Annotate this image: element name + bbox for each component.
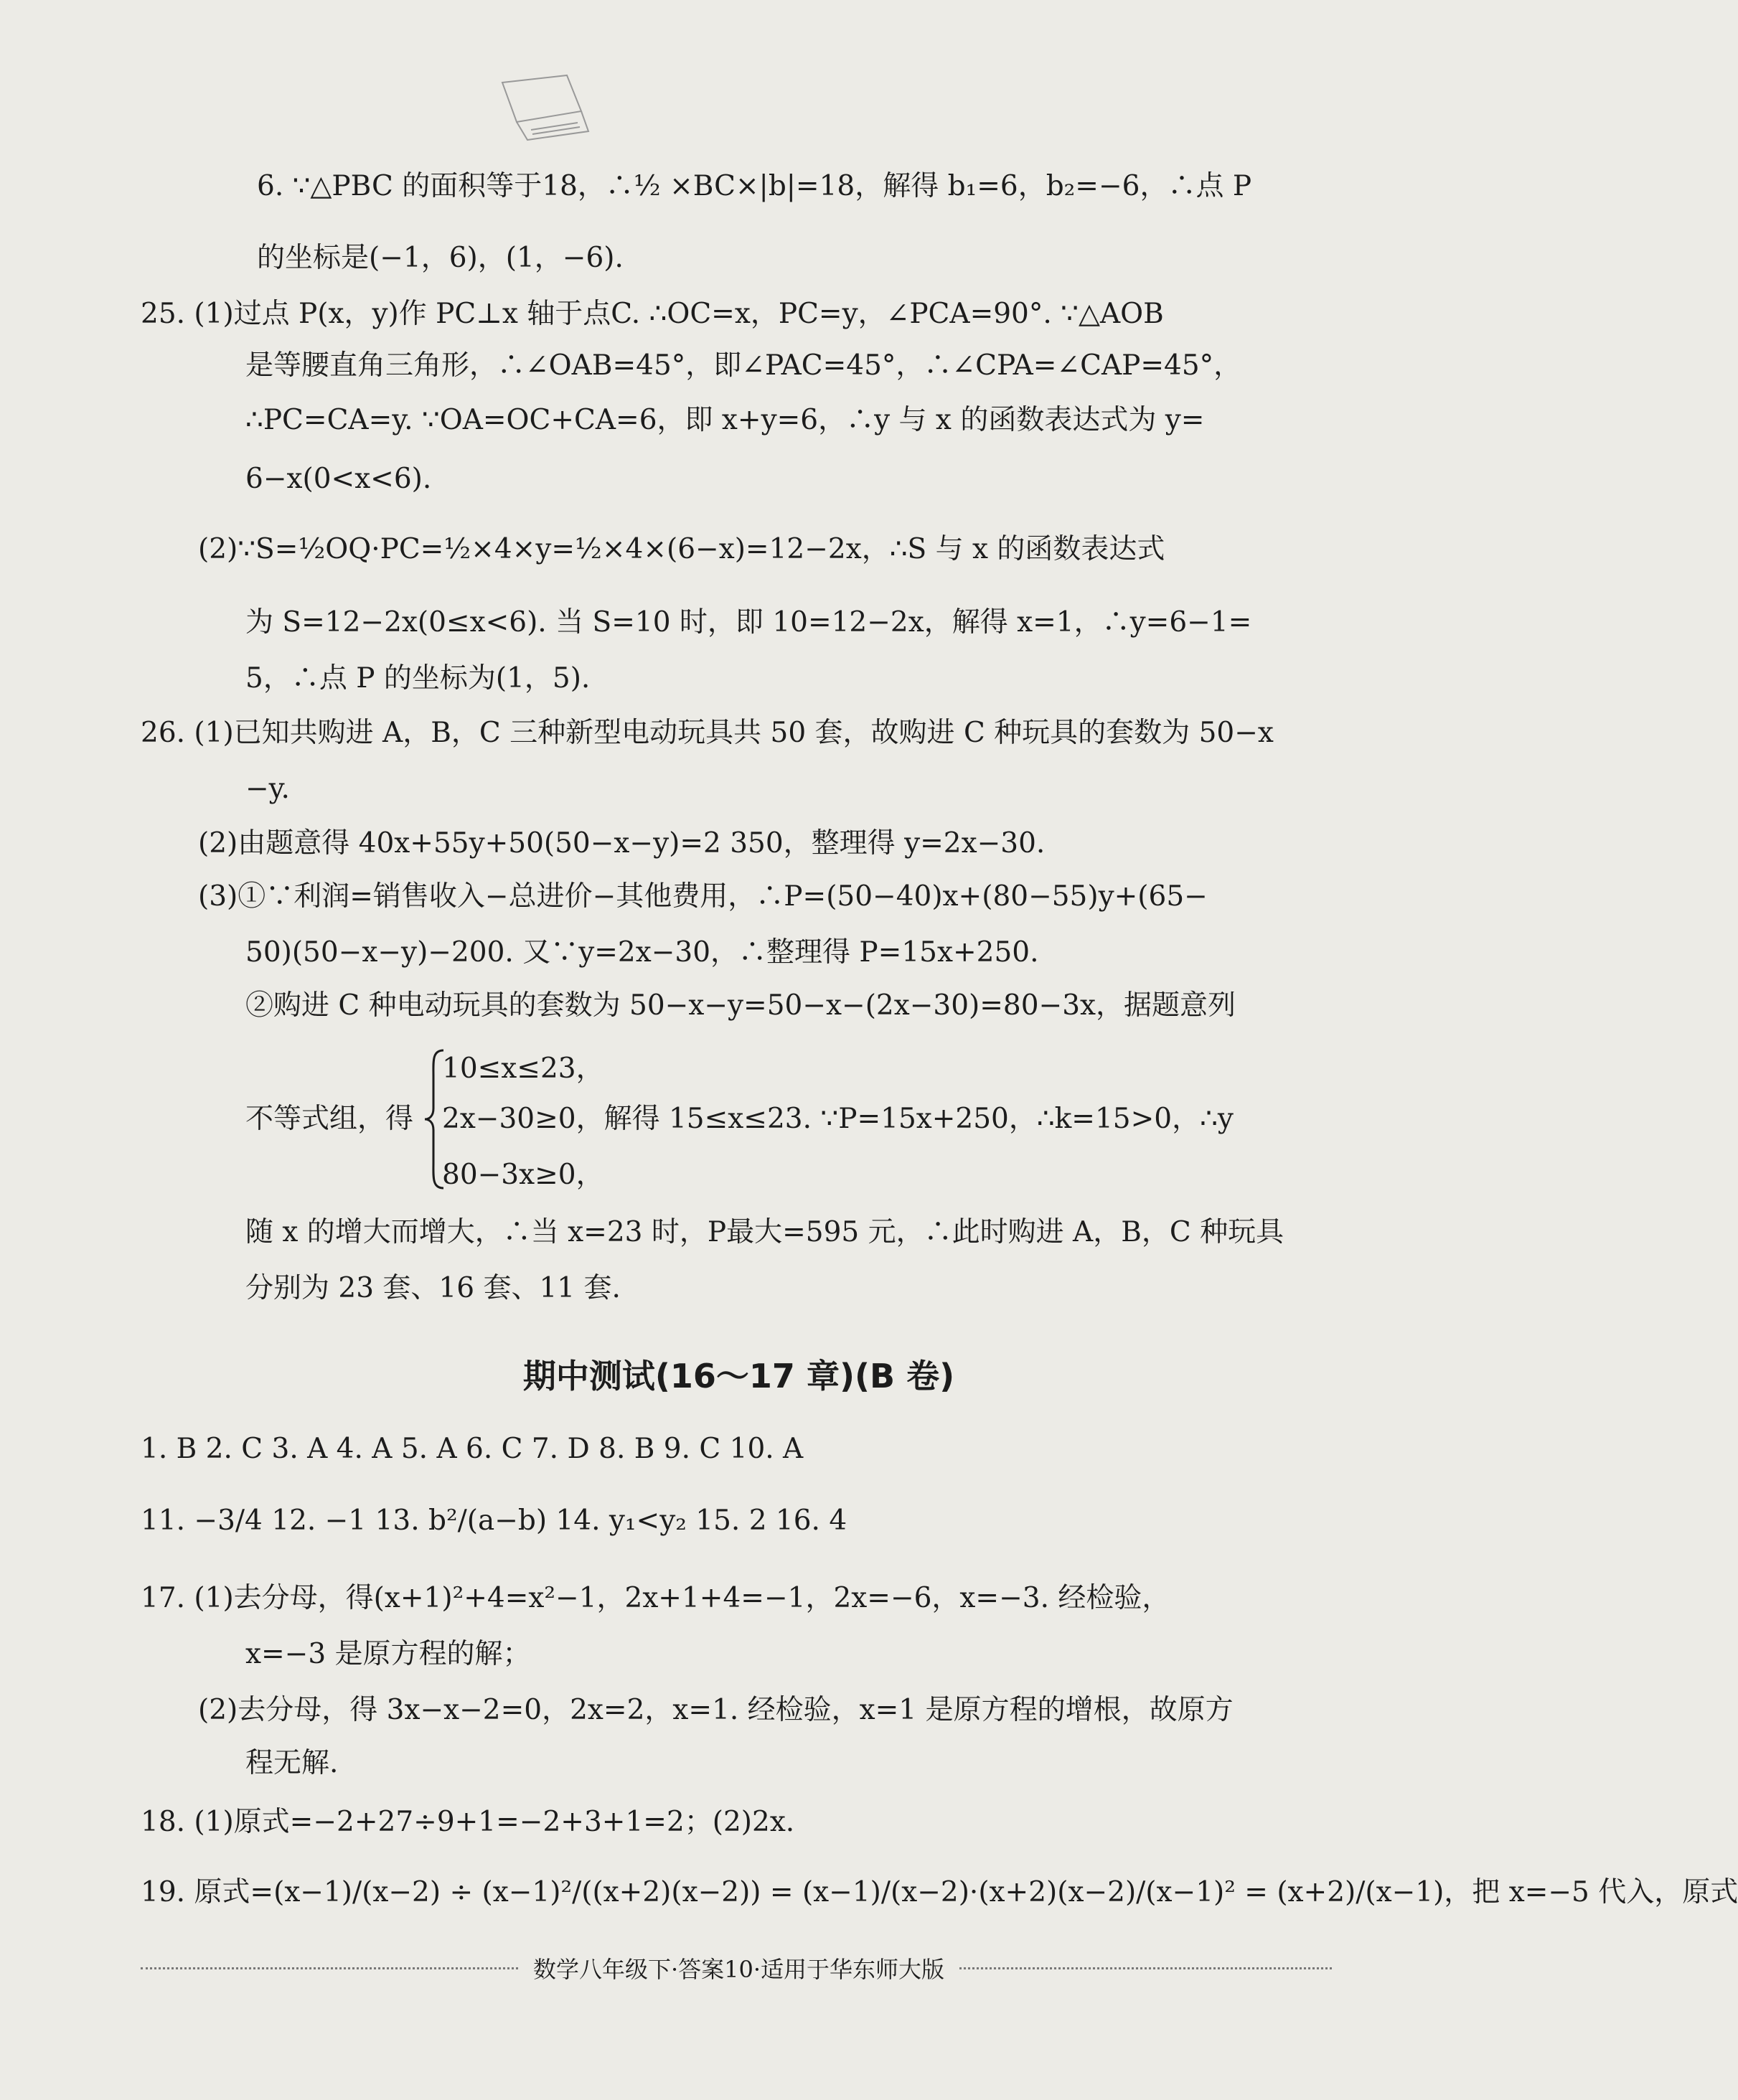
answer-line: 11. −3/4 12. −1 13. b²/(a−b) 14. y₁<y₂ 15. 2 16. 4 bbox=[141, 1505, 847, 1537]
text-line: 不等式组，得 bbox=[245, 1103, 414, 1135]
text-line: 19. 原式=(x−1)/(x−2) ÷ (x−1)²/((x+2)(x−2)) = (x−1)/(x−2)·(x+2)(x−2)/(x−1)² = (x+2)/(x−1)，把 x=−5 代入，原式 bbox=[141, 1876, 1738, 1908]
text-line: (2)∵S=½OQ·PC=½×4×y=½×4×(6−x)=12−2x，∴S 与 x 的函数表达式 bbox=[198, 533, 1165, 565]
text-line: −y. bbox=[245, 773, 290, 805]
text-line: 5，∴点 P 的坐标为(1，5). bbox=[245, 662, 591, 694]
text-line: 10≤x≤23， bbox=[442, 1053, 604, 1085]
text-line: 80−3x≥0， bbox=[442, 1159, 604, 1191]
footer-text: 数学八年级下·答案10·适用于华东师大版 bbox=[520, 1956, 957, 1983]
text-line: 25. (1)过点 P(x，y)作 PC⊥x 轴于点C. ∴OC=x，PC=y，∠PCA=90°. ∵△AOB bbox=[141, 298, 1164, 330]
text-line: x=−3 是原方程的解； bbox=[245, 1638, 531, 1670]
answer-line: 1. B 2. C 3. A 4. A 5. A 6. C 7. D 8. B 9. C 10. A bbox=[141, 1433, 804, 1465]
text-line: 是等腰直角三角形，∴∠OAB=45°，即∠PAC=45°，∴∠CPA=∠CAP=45°， bbox=[245, 349, 1242, 382]
text-line: 的坐标是(−1，6)，(1，−6). bbox=[257, 242, 624, 274]
text-line: ∴PC=CA=y. ∵OA=OC+CA=6，即 x+y=6，∴y 与 x 的函数表达式为 y= bbox=[245, 404, 1205, 436]
text-line: 为 S=12−2x(0≤x<6). 当 S=10 时，即 10=12−2x，解得 x=1，∴y=6−1= bbox=[245, 606, 1252, 639]
text-line: 程无解. bbox=[245, 1747, 339, 1779]
text-line: 18. (1)原式=−2+27÷9+1=−2+3+1=2；(2)2x. bbox=[141, 1806, 795, 1838]
text-line: 26. (1)已知共购进 A，B，C 三种新型电动玩具共 50 套，故购进 C 种玩具的套数为 50−x bbox=[141, 717, 1274, 749]
text-line: 2x−30≥0，解得 15≤x≤23. ∵P=15x+250，∴k=15>0，∴y bbox=[442, 1103, 1234, 1135]
text-line: (2)去分母，得 3x−x−2=0，2x=2，x=1. 经检验，x=1 是原方程的增根，故原方 bbox=[198, 1694, 1234, 1726]
text-line: 6−x(0<x<6). bbox=[245, 463, 432, 495]
text-line: (3)①∵利润=销售收入−总进价−其他费用，∴P=(50−40)x+(80−55)y+(65− bbox=[198, 880, 1208, 913]
text-line: 随 x 的增大而增大，∴当 x=23 时，P最大=595 元，∴此时购进 A，B，C 种玩具 bbox=[245, 1216, 1284, 1248]
text-line: 50)(50−x−y)−200. 又∵y=2x−30，∴整理得 P=15x+250. bbox=[245, 936, 1039, 969]
text-line: 分别为 23 套、16 套、11 套. bbox=[245, 1272, 621, 1304]
text-line: 17. (1)去分母，得(x+1)²+4=x²−1，2x+1+4=−1，2x=−6，x=−3. 经检验， bbox=[141, 1582, 1170, 1614]
page-footer bbox=[0, 1951, 1478, 1984]
text-line: 6. ∵△PBC 的面积等于18，∴½ ×BC×|b|=18，解得 b₁=6，b₂=−6，∴点 P bbox=[257, 170, 1252, 202]
watermark-stamp bbox=[488, 68, 596, 151]
text-line: (2)由题意得 40x+55y+50(50−x−y)=2 350，整理得 y=2x−30. bbox=[198, 827, 1046, 860]
text-line: ②购进 C 种电动玩具的套数为 50−x−y=50−x−(2x−30)=80−3x，据题意列 bbox=[245, 989, 1236, 1022]
section-title: 期中测试(16～17 章)(B 卷) bbox=[522, 1357, 955, 1395]
